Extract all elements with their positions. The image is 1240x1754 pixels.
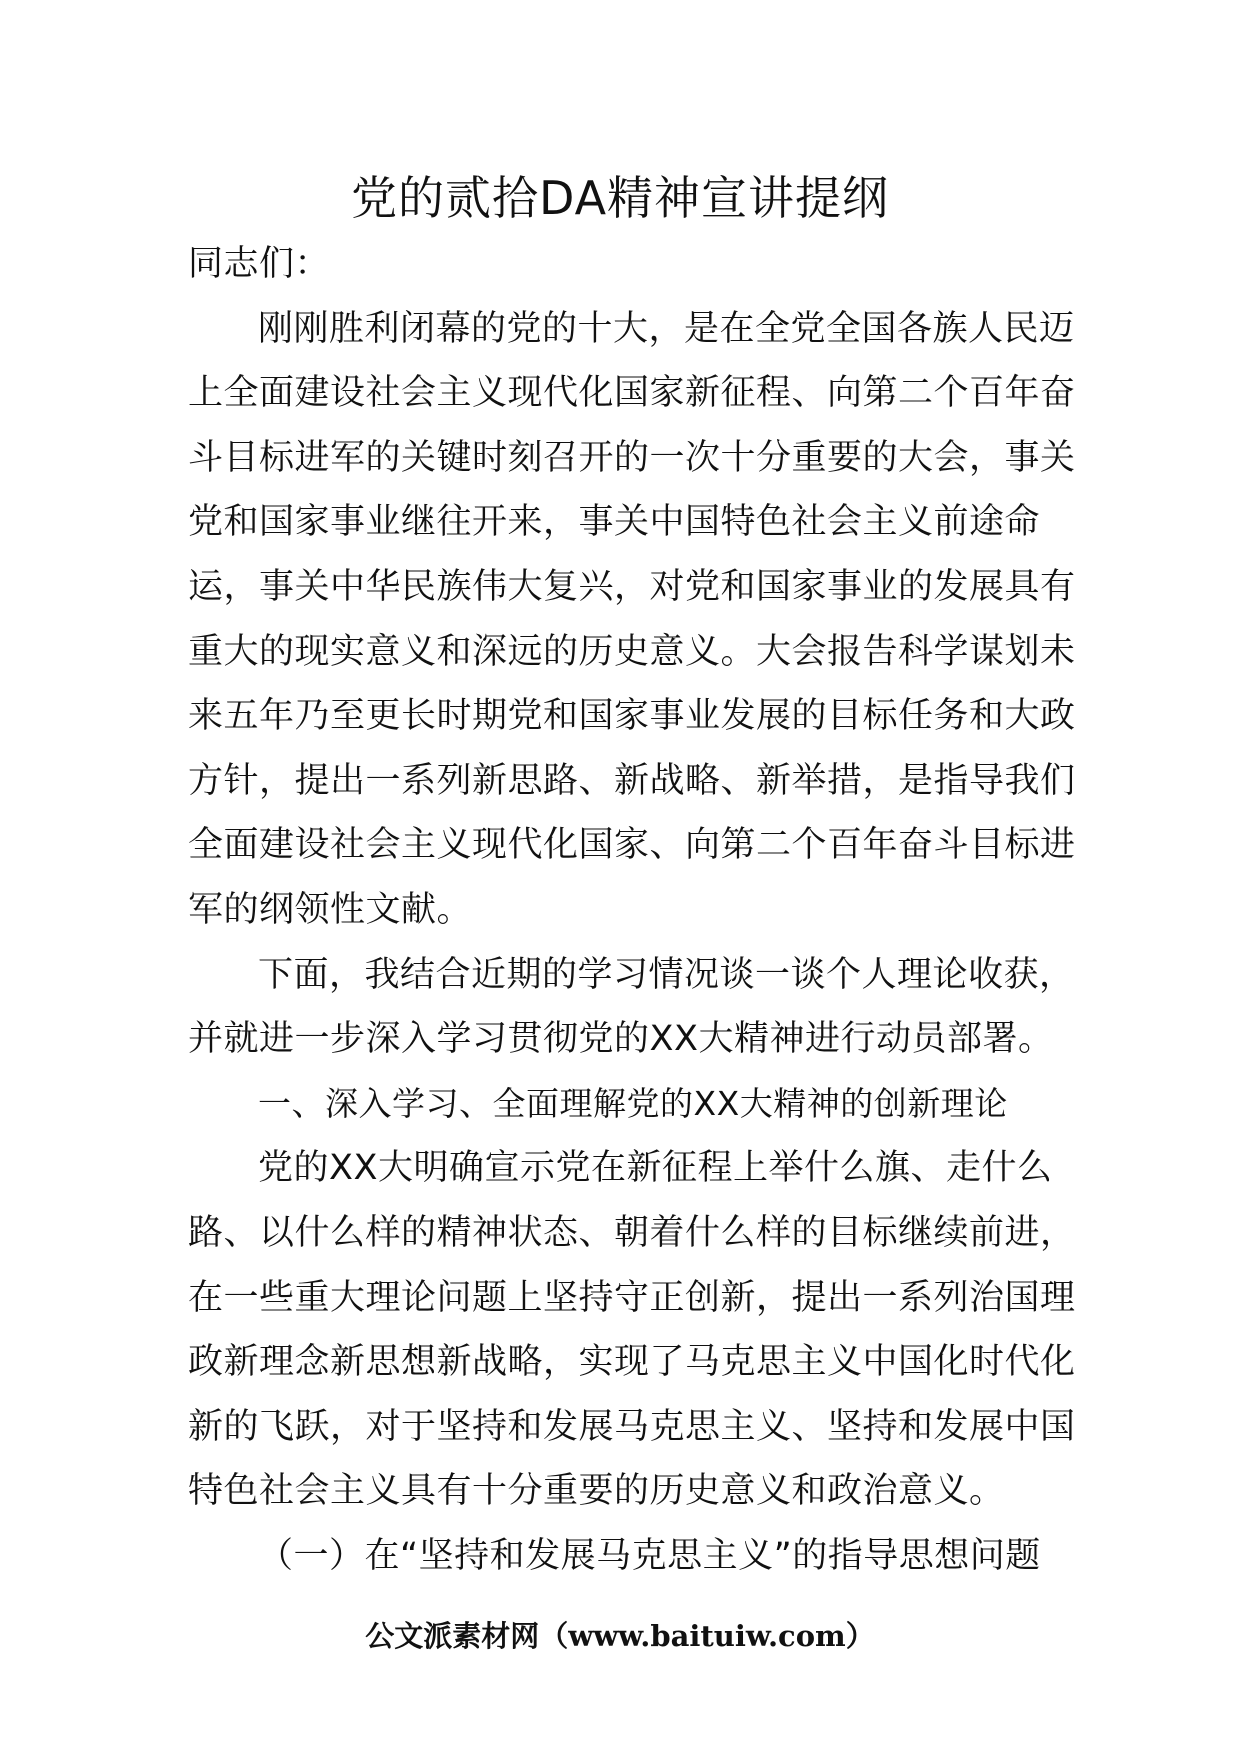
text-line: 政新理念新思想新战略，实现了马克思主义中国化时代化 bbox=[188, 1342, 1076, 1383]
text-line: 新的飞跃，对于坚持和发展马克思主义、坚持和发展中国 bbox=[188, 1406, 1076, 1447]
text-line: 刚刚胜利闭幕的党的十大，是在全党全国各族人民迈 bbox=[258, 308, 1075, 349]
text-line: 上全面建设社会主义现代化国家新征程、向第二个百年奋 bbox=[188, 373, 1076, 414]
page-footer: 公文派素材网（www.baituiw.com） bbox=[365, 1619, 875, 1653]
subsection-heading: （一）在“坚持和发展马克思主义”的指导思想问题 bbox=[258, 1535, 1041, 1576]
text-line: 在一些重大理论问题上坚持守正创新，提出一系列治国理 bbox=[188, 1277, 1076, 1318]
text-line: 军的纲领性文献。 bbox=[188, 889, 473, 930]
text-line-salutation: 同志们： bbox=[188, 244, 331, 284]
text-line: 来五年乃至更长时期党和国家事业发展的目标任务和大政 bbox=[188, 696, 1076, 737]
text-line: 特色社会主义具有十分重要的历史意义和政治意义。 bbox=[188, 1471, 1005, 1512]
document-body bbox=[188, 232, 1076, 1588]
text-line: 下面，我结合近期的学习情况谈一谈个人理论收获， bbox=[258, 954, 1075, 995]
text-line: 方针，提出一系列新思路、新战略、新举措，是指导我们 bbox=[188, 760, 1076, 801]
text-line: 全面建设社会主义现代化国家、向第二个百年奋斗目标进 bbox=[188, 825, 1076, 866]
text-line: 重大的现实意义和深远的历史意义。大会报告科学谋划未 bbox=[188, 631, 1076, 672]
section-heading: 一、深入学习、全面理解党的XX大精神的创新理论 bbox=[258, 1083, 1008, 1123]
text-line: 党的XX大明确宣示党在新征程上举什么旗、走什么 bbox=[258, 1148, 1053, 1189]
document-title: 党的贰拾DA精神宣讲提纲 bbox=[350, 171, 890, 225]
text-line: 运，事关中华民族伟大复兴，对党和国家事业的发展具有 bbox=[188, 566, 1076, 607]
text-line: 并就进一步深入学习贯彻党的XX大精神进行动员部署。 bbox=[188, 1019, 1054, 1060]
text-line: 党和国家事业继往开来，事关中国特色社会主义前途命 bbox=[188, 502, 1041, 543]
text-line: 路、以什么样的精神状态、朝着什么样的目标继续前进， bbox=[188, 1212, 1076, 1253]
text-line: 斗目标进军的关键时刻召开的一次十分重要的大会，事关 bbox=[188, 437, 1076, 478]
